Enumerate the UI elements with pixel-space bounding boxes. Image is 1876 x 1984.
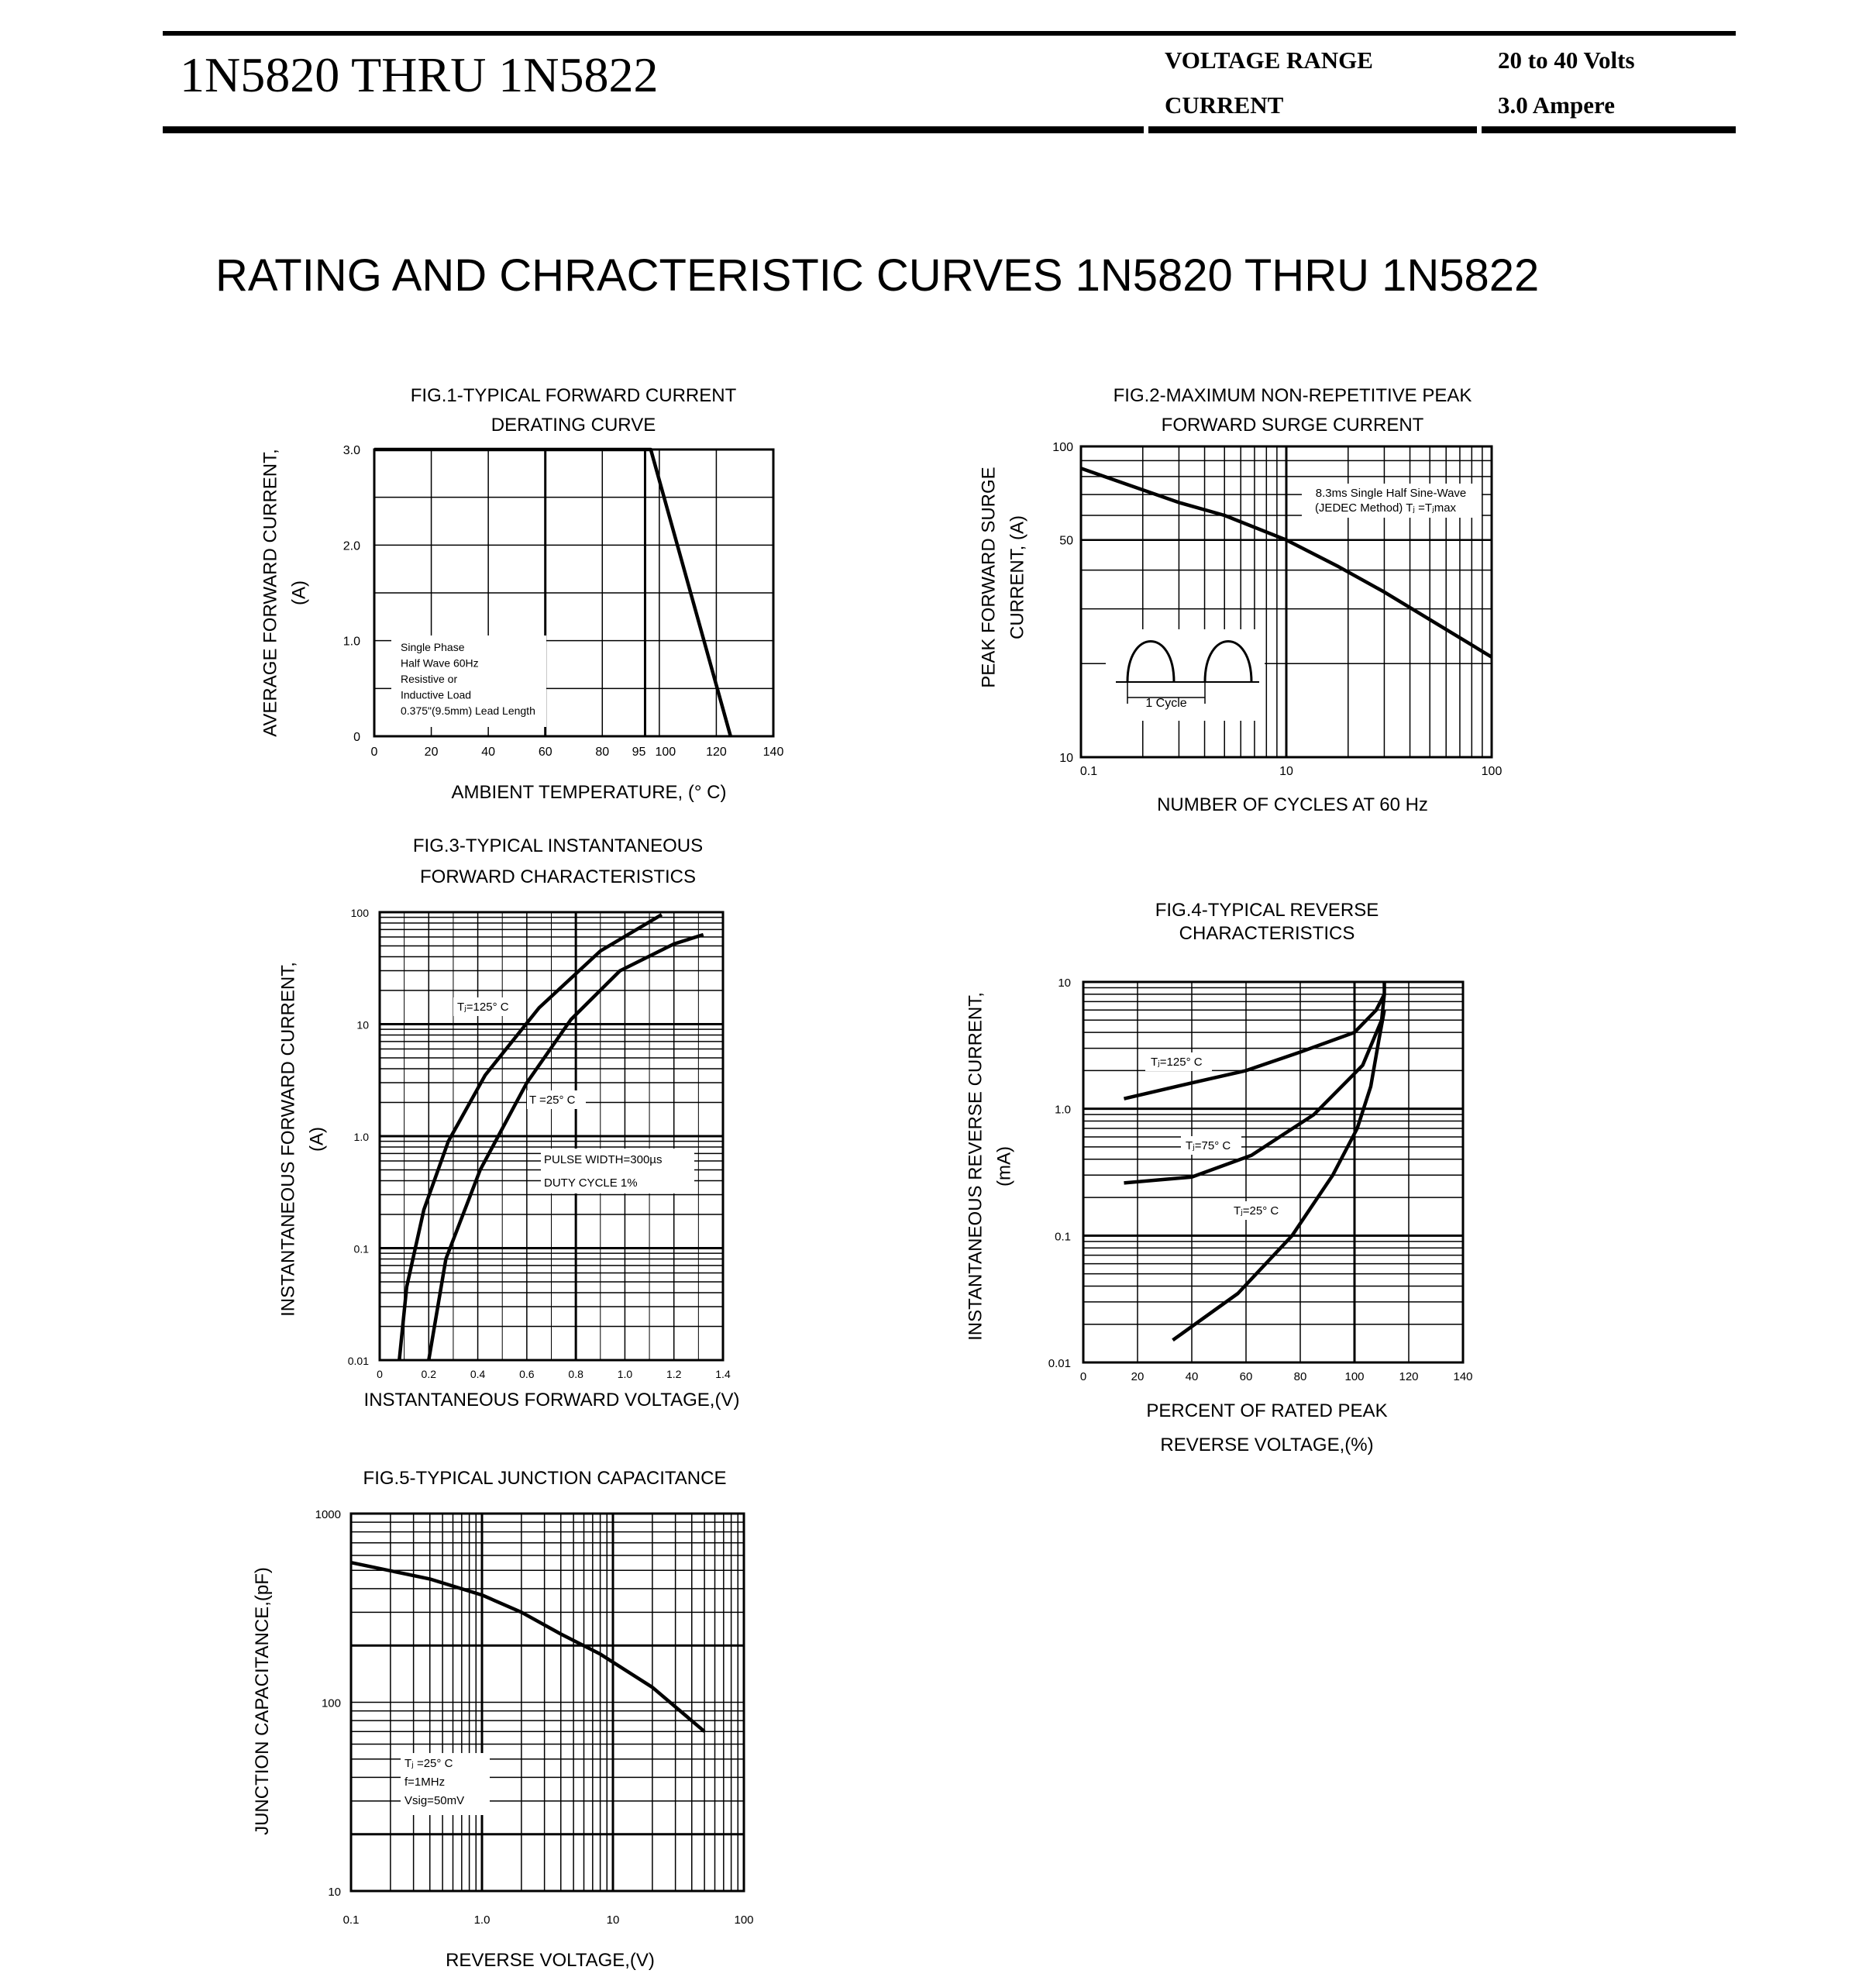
fig5-ylabel-0: JUNCTION CAPACITANCE,(pF) <box>252 1567 273 1835</box>
fig3-xlabel: INSTANTANEOUS FORWARD VOLTAGE,(V) <box>363 1390 740 1410</box>
fig1-xtick-label: 140 <box>762 746 784 759</box>
fig5-ytick-label: 100 <box>321 1696 341 1710</box>
fig2-title-line: FORWARD SURGE CURRENT <box>1161 415 1424 436</box>
page-heading: RATING AND CHRACTERISTIC CURVES 1N5820 THRU 1N5822 <box>215 250 1540 301</box>
fig5-annotation-line: Vsig=50mV <box>404 1794 465 1807</box>
fig4-xtick-label: 120 <box>1399 1370 1419 1383</box>
fig2-ytick-label: 10 <box>1059 752 1073 765</box>
fig4-xtick-label: 60 <box>1239 1370 1253 1383</box>
fig5-xtick-label: 100 <box>734 1913 754 1927</box>
current-label: CURRENT <box>1165 91 1284 119</box>
fig1-xtick-label: 20 <box>424 746 439 759</box>
fig4-xtick-label: 20 <box>1131 1370 1145 1383</box>
fig2-inset-label: 1 Cycle <box>1145 697 1187 710</box>
fig1-xtick-label: 40 <box>481 746 496 759</box>
fig1-xtick-label: 95 <box>632 746 646 759</box>
fig4-frame <box>1083 982 1463 1362</box>
current-value: 3.0 Ampere <box>1498 91 1615 119</box>
fig4-title-line: CHARACTERISTICS <box>1179 923 1355 944</box>
fig3-ylabel-1: (A) <box>306 1127 328 1152</box>
fig5-title-line: FIG.5-TYPICAL JUNCTION CAPACITANCE <box>363 1468 727 1489</box>
fig4-xlabel: REVERSE VOLTAGE,(%) <box>1160 1435 1374 1455</box>
fig4-xlabel: PERCENT OF RATED PEAK <box>1146 1400 1388 1421</box>
fig3-annotation-line: DUTY CYCLE 1% <box>544 1176 638 1190</box>
fig3-chart <box>277 835 739 1410</box>
fig1-annotation-line: Single Phase <box>401 641 465 653</box>
fig3-ytick-label: 1.0 <box>353 1131 369 1143</box>
fig1-ytick-label: 2.0 <box>342 539 360 553</box>
fig1-annotation-line: 0.375"(9.5mm) Lead Length <box>401 704 535 717</box>
voltage-range-label: VOLTAGE RANGE <box>1165 46 1373 74</box>
fig4-ytick-label: 0.01 <box>1048 1357 1071 1370</box>
part-title: 1N5820 THRU 1N5822 <box>180 47 659 102</box>
fig2-annotation-line: 8.3ms Single Half Sine-Wave <box>1315 487 1467 500</box>
fig4-ytick-label: 1.0 <box>1055 1103 1071 1117</box>
fig1-xlabel: AMBIENT TEMPERATURE, (° C) <box>451 782 727 803</box>
fig4-chart <box>965 900 1472 1455</box>
voltage-range-value: 20 to 40 Volts <box>1498 46 1635 74</box>
fig3-ytick-label: 0.1 <box>353 1242 369 1256</box>
fig3-ytick-label: 0.01 <box>347 1355 369 1367</box>
fig3-xtick-label: 0 <box>377 1368 383 1380</box>
fig2-xtick-label: 10 <box>1279 765 1293 778</box>
fig3-ylabel-0: INSTANTANEOUS FORWARD CURRENT, <box>277 962 299 1317</box>
fig5-xtick-label: 0.1 <box>342 1913 360 1927</box>
fig1-xtick-label: 80 <box>595 746 610 759</box>
fig2-xtick-label: 0.1 <box>1079 765 1098 778</box>
fig5-series-capacitance <box>351 1562 704 1731</box>
fig5-xlabel: REVERSE VOLTAGE,(V) <box>446 1950 655 1971</box>
fig4-ylabel-1: (mA) <box>993 1146 1015 1187</box>
fig5-xtick-label: 1.0 <box>473 1913 491 1927</box>
fig5-ytick-label: 10 <box>328 1886 341 1899</box>
fig2-ytick-label: 50 <box>1059 534 1073 548</box>
fig4-xtick-label: 140 <box>1453 1370 1473 1383</box>
fig3-xtick-label: 0.8 <box>568 1368 583 1380</box>
fig2-title-line: FIG.2-MAXIMUM NON-REPETITIVE PEAK <box>1113 385 1472 406</box>
fig1-ytick-label: 1.0 <box>342 635 360 649</box>
fig4-ytick-label: 0.1 <box>1055 1230 1071 1244</box>
fig1-xtick-label: 0 <box>370 746 378 759</box>
fig2-ylabel-1: CURRENT, (A) <box>1007 515 1028 639</box>
fig1-chart <box>260 385 783 803</box>
fig3-xtick-label: 0.4 <box>470 1368 486 1380</box>
fig4-xtick-label: 0 <box>1079 1370 1087 1383</box>
fig5-annotation-line: Tⱼ =25° C <box>404 1757 453 1770</box>
fig3-title-line: FORWARD CHARACTERISTICS <box>419 866 697 887</box>
fig5-annotation-line: f=1MHz <box>404 1776 446 1789</box>
fig1-xtick-label: 60 <box>538 746 552 759</box>
fig3-series-label: T =25° C <box>529 1094 576 1107</box>
fig1-xtick-label: 120 <box>706 746 727 759</box>
fig4-xtick-label: 40 <box>1185 1370 1199 1383</box>
fig3-title-line: FIG.3-TYPICAL INSTANTANEOUS <box>412 835 704 856</box>
fig5-ytick-label: 1000 <box>315 1508 341 1521</box>
fig5-xtick-label: 10 <box>606 1913 620 1927</box>
fig4-series-label: Tⱼ=75° C <box>1186 1139 1231 1152</box>
fig2-ylabel-0: PEAK FORWARD SURGE <box>978 467 1000 688</box>
fig1-ytick-label: 3.0 <box>342 444 360 457</box>
fig1-ylabel-1: (A) <box>288 580 310 605</box>
fig2-chart <box>978 385 1502 815</box>
fig2-annotation-line: (JEDEC Method) Tⱼ =Tⱼmax <box>1314 501 1457 515</box>
fig5-chart <box>252 1468 754 1971</box>
fig3-xtick-label: 1.2 <box>666 1368 682 1380</box>
fig1-annotation-line: Resistive or <box>401 673 458 685</box>
fig2-xtick-label: 100 <box>1481 765 1503 778</box>
fig1-title-line: DERATING CURVE <box>491 415 656 436</box>
fig4-xtick-label: 80 <box>1293 1370 1307 1383</box>
fig1-ytick-label: 0 <box>353 731 360 744</box>
fig1-annotation-line: Half Wave 60Hz <box>401 656 479 670</box>
fig4-xtick-label: 100 <box>1344 1370 1365 1383</box>
fig3-series-label: Tⱼ=125° C <box>457 1001 509 1014</box>
fig3-annotation-line: PULSE WIDTH=300µs <box>544 1153 663 1166</box>
fig1-annotation-line: Inductive Load <box>401 688 472 701</box>
fig4-ytick-label: 10 <box>1058 976 1071 990</box>
fig1-title-line: FIG.1-TYPICAL FORWARD CURRENT <box>410 385 737 406</box>
fig3-xtick-label: 0.2 <box>421 1368 437 1380</box>
fig1-xtick-label: 100 <box>655 746 676 759</box>
fig4-series-label: Tⱼ=125° C <box>1151 1056 1203 1069</box>
fig4-ylabel-0: INSTANTANEOUS REVERSE CURRENT, <box>965 992 986 1341</box>
fig3-xtick-label: 0.6 <box>519 1368 535 1380</box>
fig4-series-label: Tⱼ=25° C <box>1234 1204 1279 1218</box>
fig3-xtick-label: 1.0 <box>617 1368 633 1380</box>
fig2-ytick-label: 100 <box>1052 441 1073 454</box>
fig3-ytick-label: 100 <box>350 907 369 919</box>
fig1-ylabel-0: AVERAGE FORWARD CURRENT, <box>260 449 281 737</box>
fig2-xlabel: NUMBER OF CYCLES AT 60 Hz <box>1157 794 1428 815</box>
fig3-ytick-label: 10 <box>356 1018 369 1032</box>
fig3-xtick-label: 1.4 <box>715 1368 731 1380</box>
fig4-title-line: FIG.4-TYPICAL REVERSE <box>1155 900 1379 921</box>
